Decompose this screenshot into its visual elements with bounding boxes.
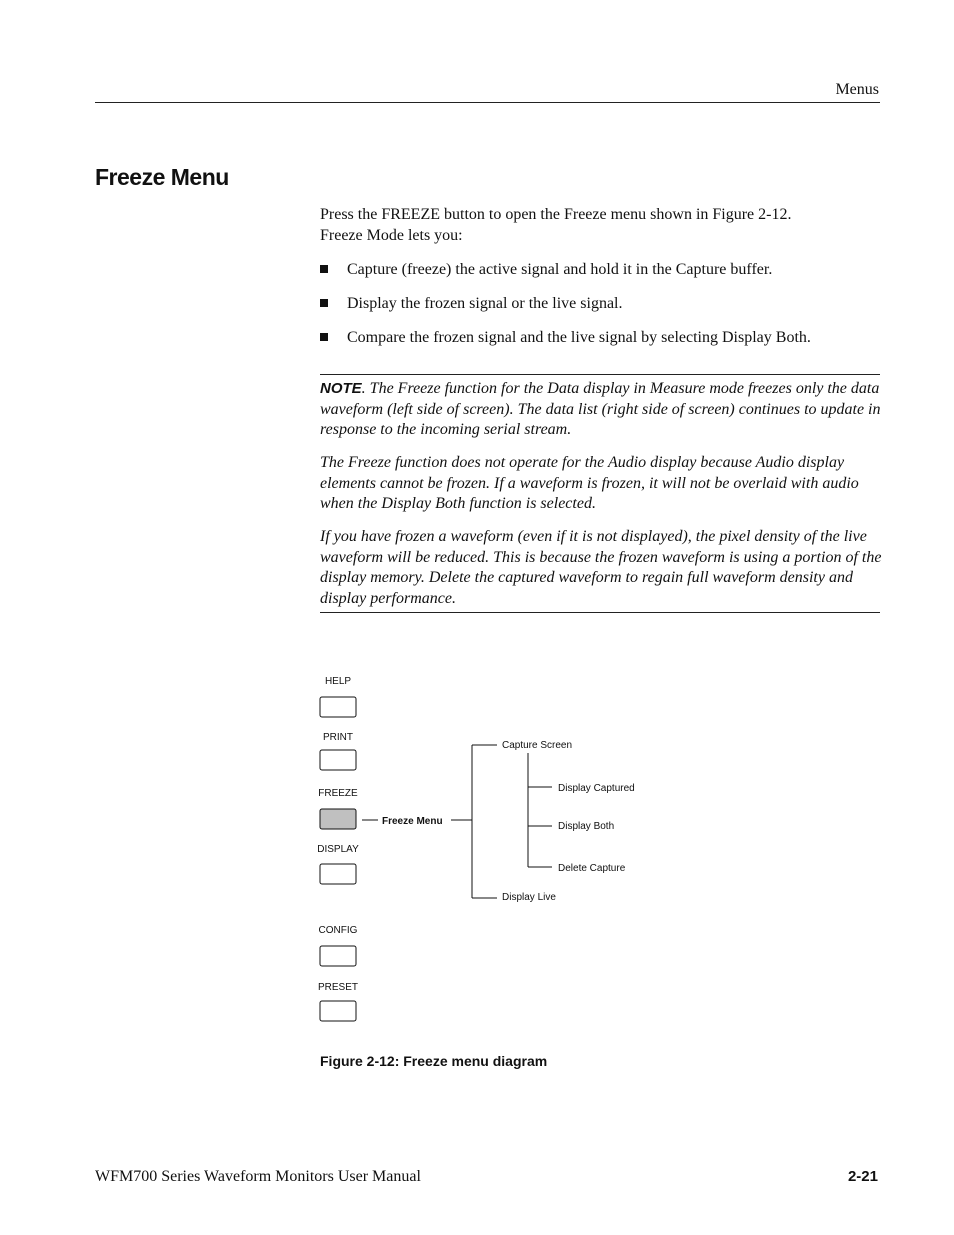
footer-page-number: 2-21: [847, 1168, 878, 1185]
freeze-menu-label: Freeze Menu: [382, 816, 443, 827]
bullet-text: Display the frozen signal or the live signal.: [347, 295, 623, 312]
bullet-text: Compare the frozen signal and the live signal by selecting Display Both.: [347, 329, 811, 346]
print-button: [320, 750, 356, 770]
intro-line-1: Press the FREEZE button to open the Freeze menu shown in Figure 2-12.: [320, 206, 792, 223]
menu-item-display-both: Display Both: [558, 821, 615, 832]
note-paragraph-3: If you have frozen a waveform (even if it is not displayed), the pixel density of the live waveform will be reduced. This is because the frozen waveform is using a portion of the display memory. Delete the captured waveform to regain full waveform density and display performance.: [320, 528, 882, 607]
button-label-help: HELP: [324, 676, 352, 687]
help-button: [320, 697, 356, 717]
figure-caption: Figure 2-12: Freeze menu diagram: [320, 1053, 548, 1069]
config-button: [320, 946, 356, 966]
button-label-display: DISPLAY: [317, 844, 359, 855]
button-label-freeze: FREEZE: [318, 788, 358, 799]
menu-item-display-live: Display Live: [502, 892, 556, 903]
button-label-config: CONFIG: [318, 925, 358, 936]
menu-item-delete-capture: Delete Capture: [558, 863, 626, 874]
note-label: NOTE: [320, 380, 362, 397]
menu-item-display-captured: Display Captured: [558, 783, 635, 794]
display-button: [320, 864, 356, 884]
preset-button: [320, 1001, 356, 1021]
header-section-label: Menus: [835, 81, 879, 98]
section-title: Freeze Menu: [95, 164, 229, 190]
bullet-text: Capture (freeze) the active signal and hold it in the Capture buffer.: [347, 261, 773, 278]
note-paragraph-2: The Freeze function does not operate for the Audio display because Audio display elements cannot be frozen. If a waveform is frozen, it will not be overlaid with audio when the Display Both function is selected.: [320, 454, 859, 512]
button-label-print: PRINT: [323, 732, 353, 743]
menu-item-capture-screen: Capture Screen: [502, 740, 573, 751]
freeze-button: [320, 809, 356, 829]
button-label-preset: PRESET: [317, 982, 359, 993]
footer-manual-title: WFM700 Series Waveform Monitors User Manual: [95, 1168, 421, 1185]
note-text-1: . The Freeze function for the Data display in Measure mode freezes only the data waveform (left side of screen). The data list (right side of screen) continues to update in response to the incoming serial stream.: [320, 380, 881, 438]
intro-line-2: Freeze Mode lets you:: [320, 227, 463, 244]
